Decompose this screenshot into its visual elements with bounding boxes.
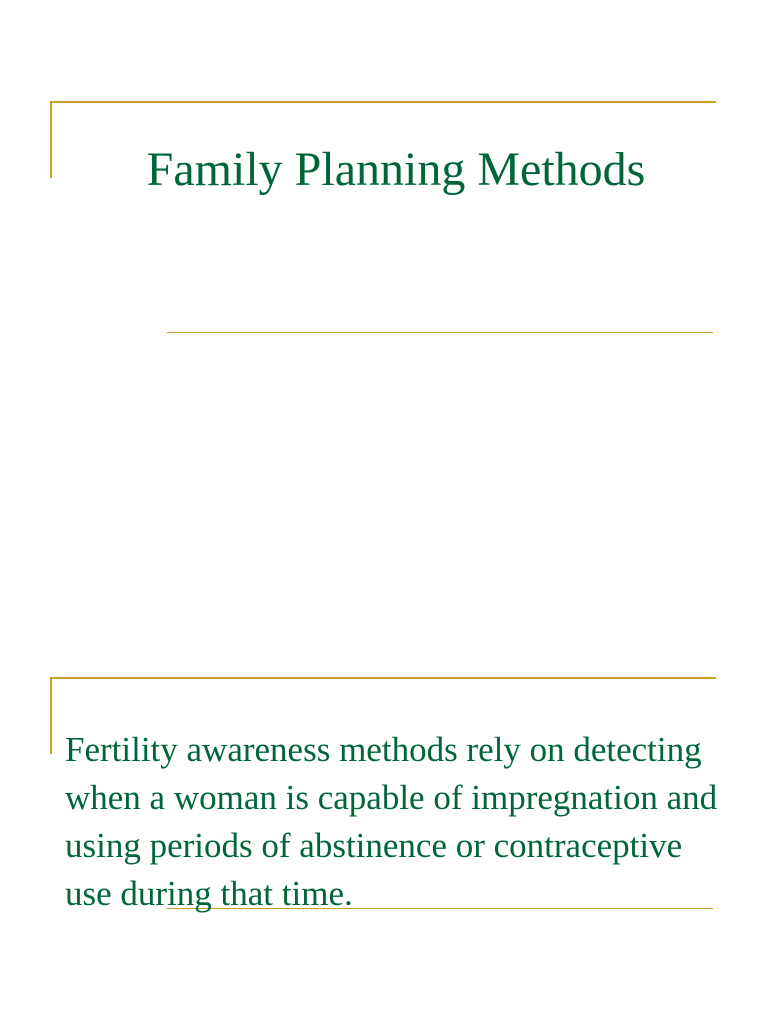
slide-title: Family Planning Methods bbox=[146, 143, 646, 196]
frame-bottom-line bbox=[167, 332, 713, 333]
slide-2 bbox=[0, 512, 768, 1024]
slide-body-text: Fertility awareness methods rely on detecting when a woman is capable of impregnation and using periods of abstinence or contraceptive use during that time. bbox=[65, 730, 718, 913]
frame-top-line bbox=[50, 677, 716, 679]
frame-top-line bbox=[50, 101, 716, 103]
frame-left-line bbox=[50, 677, 52, 754]
